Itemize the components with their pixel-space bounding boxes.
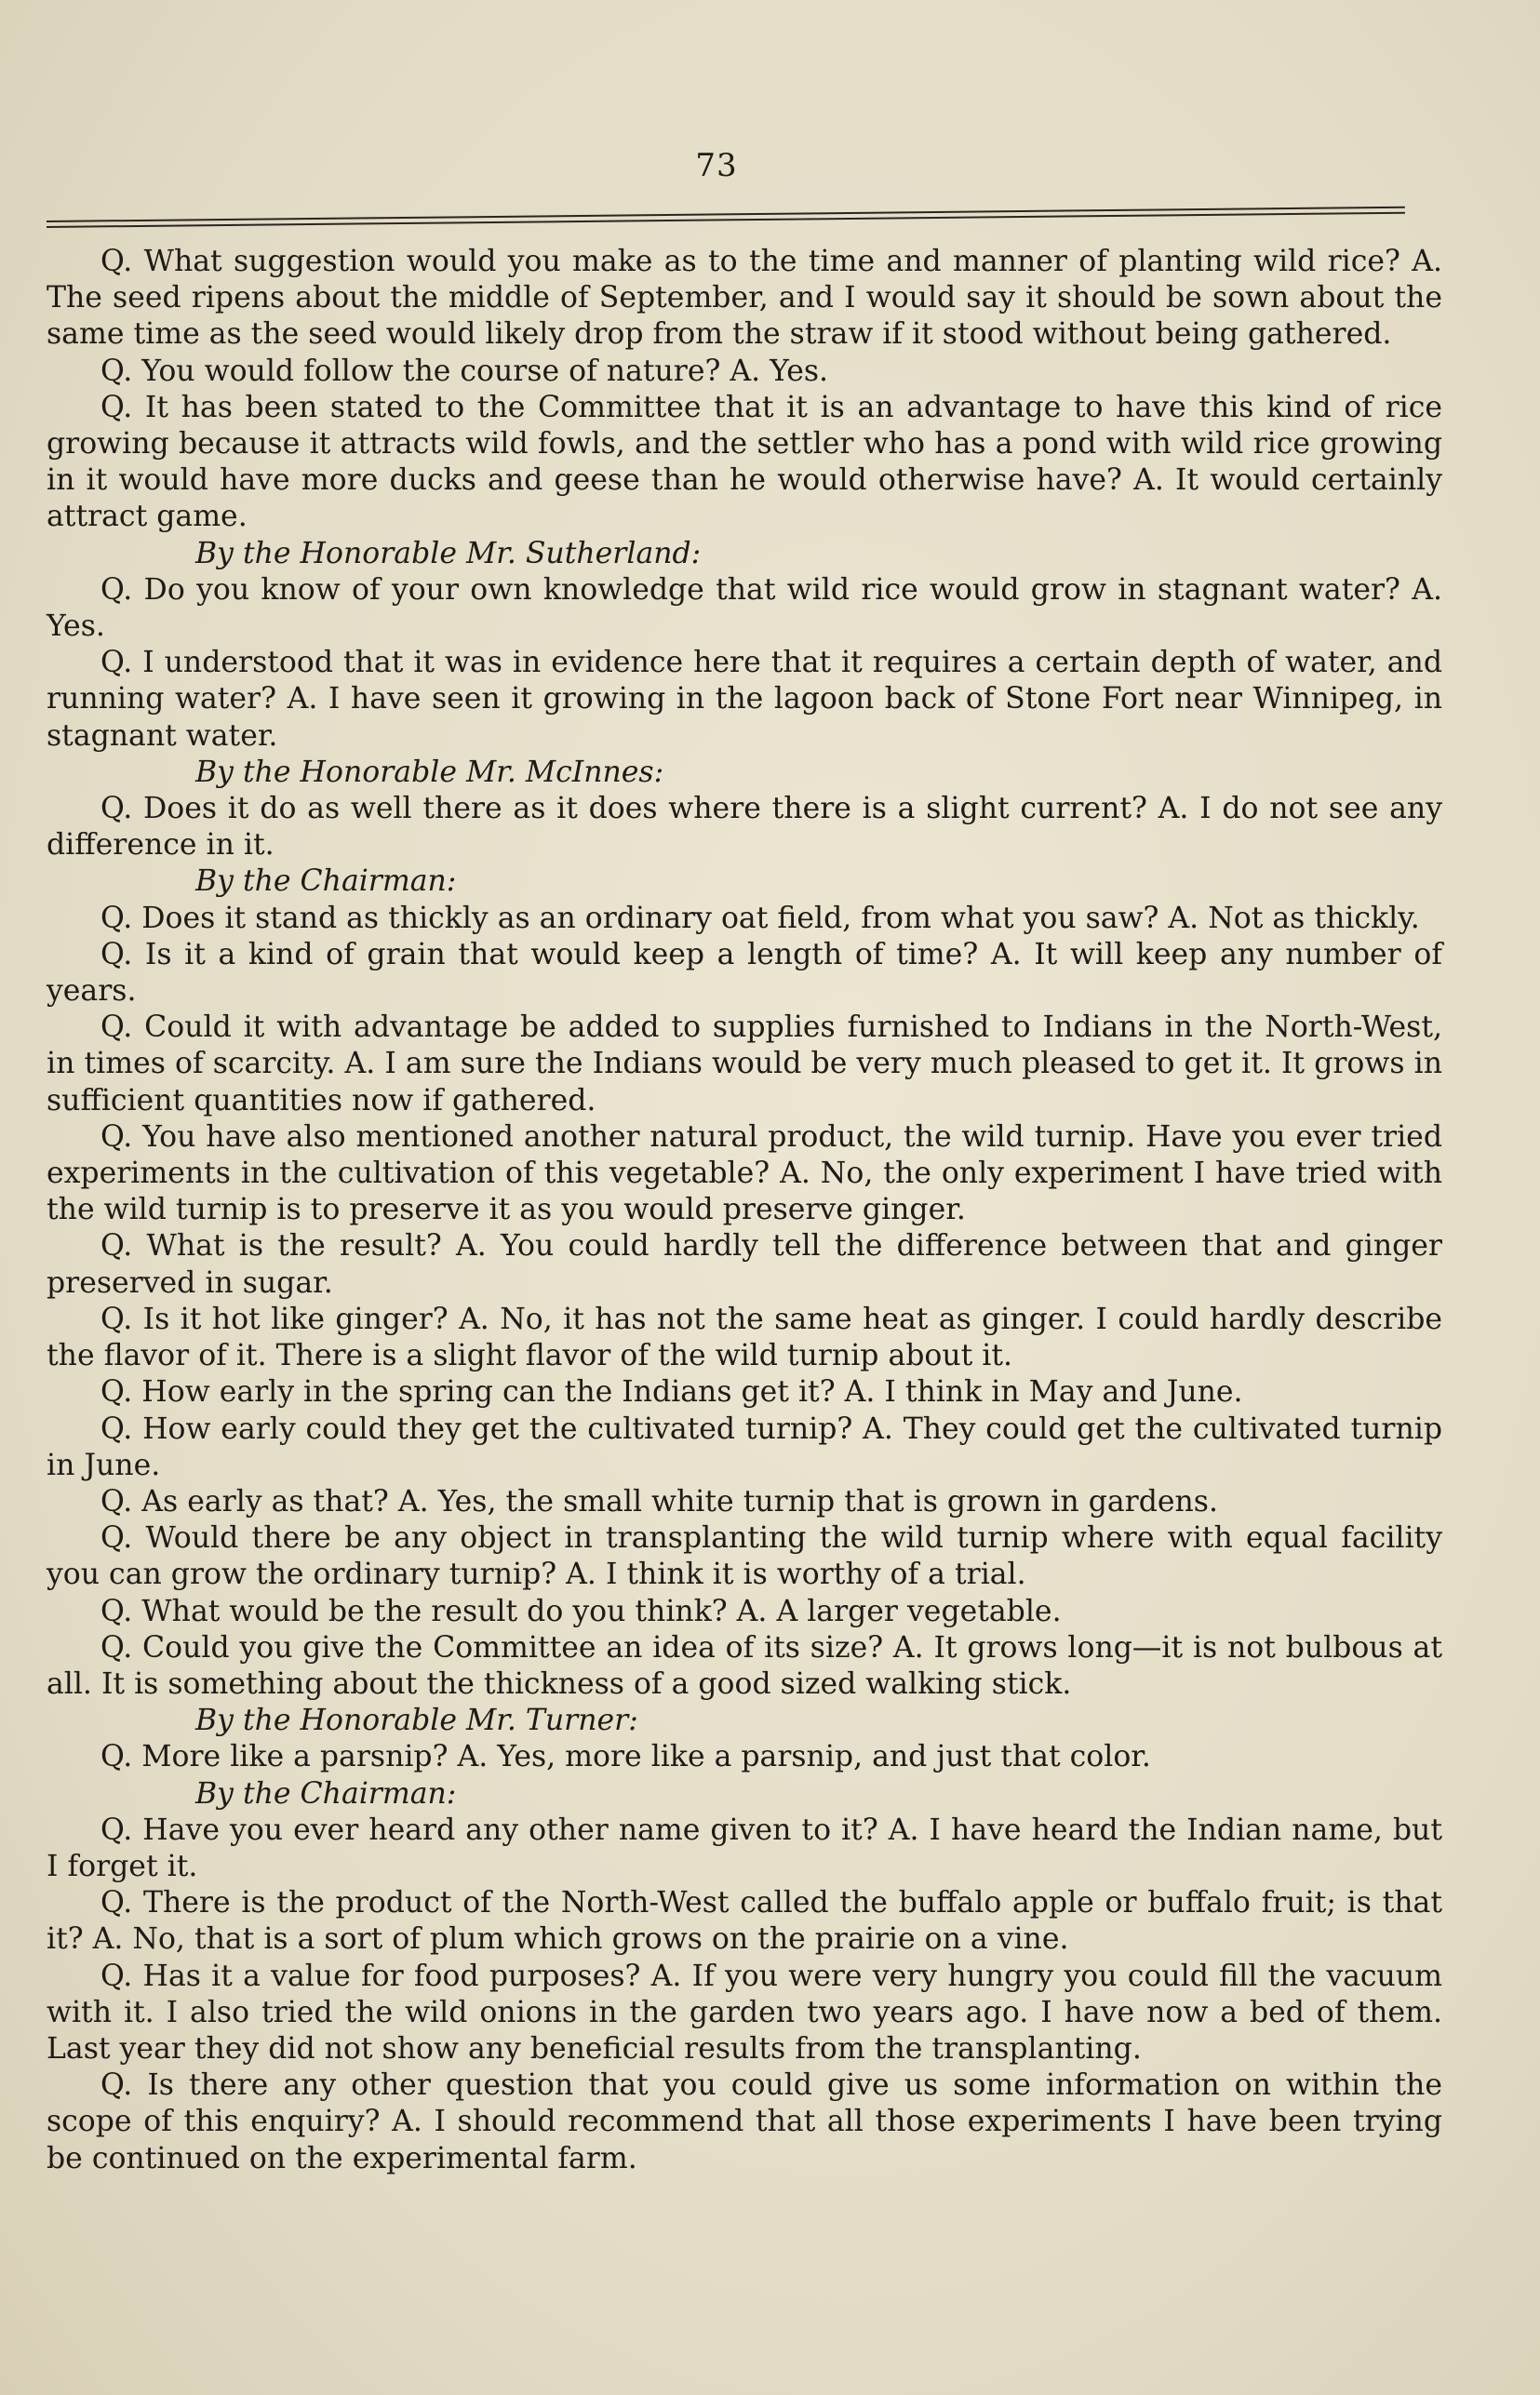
testimony-body	[47, 244, 1442, 2177]
question-answer-paragraph: Q. Is it a kind of grain that would keep a length of time? A. It will keep any number of years.	[47, 937, 1442, 1009]
question-answer-paragraph: Q. Has it a value for food purposes? A. If you were very hungry you could fill the vacuum with it. I also tried the wild onions in the garden two years ago. I have now a bed of them. Last year they did not show any beneficial results from the transplanting.	[47, 1959, 1442, 2066]
question-answer-paragraph: Q. There is the product of the North-West called the buffalo apple or buffalo fruit; is that it? A. No, that is a sort of plum which grows on the prairie on a vine.	[47, 1886, 1442, 1957]
question-answer-paragraph: Q. What would be the result do you think? A. A larger vegetable.	[100, 1594, 1062, 1628]
speaker-heading: By the Honorable Mr. Sutherland:	[195, 536, 702, 570]
question-answer-paragraph: Q. What is the result? A. You could hardly tell the difference between that and ginger preserved in sugar.	[47, 1229, 1442, 1300]
question-answer-paragraph: Q. You would follow the course of nature? A. Yes.	[100, 354, 829, 388]
question-answer-paragraph: Q. Is it hot like ginger? A. No, it has not the same heat as ginger. I could hardly describe the flavor of it. There is a slight flavor of the wild turnip about it.	[47, 1302, 1442, 1373]
speaker-heading: By the Chairman:	[195, 864, 457, 899]
question-answer-paragraph: Q. How early in the spring can the Indians get it? A. I think in May and June.	[100, 1375, 1243, 1410]
question-answer-paragraph: Q. Do you know of your own knowledge that wild rice would grow in stagnant water? A. Yes.	[47, 572, 1442, 644]
question-answer-paragraph: Q. Have you ever heard any other name given to it? A. I have heard the Indian name, but I forget it.	[47, 1813, 1442, 1883]
question-answer-paragraph: Q. You have also mentioned another natural product, the wild turnip. Have you ever tried experiments in the cultivation of this vegetable? A. No, the only experiment I have tried with the wild turnip is to preserve it as you would preserve ginger.	[47, 1119, 1442, 1227]
question-answer-paragraph: Q. What suggestion would you make as to the time and manner of planting wild rice? A. The seed ripens about the middle of September, and I would say it should be sown about the same time as the seed would likely drop from the straw if it stood without being gathered.	[47, 245, 1442, 352]
speaker-heading: By the Honorable Mr. McInnes:	[195, 755, 664, 789]
speaker-heading: By the Honorable Mr. Turner:	[195, 1704, 638, 1738]
question-answer-paragraph: Q. Could it with advantage be added to supplies furnished to Indians in the North-West, in times of scarcity. A. I am sure the Indians would be very much pleased to get it. It grows in sufficient quantities now if gathered.	[47, 1010, 1442, 1117]
question-answer-paragraph: Q. How early could they get the cultivated turnip? A. They could get the cultivated turnip in June.	[47, 1412, 1442, 1482]
speaker-heading: By the Chairman:	[195, 1776, 457, 1811]
question-answer-paragraph: Q. Could you give the Committee an idea of its size? A. It grows long—it is not bulbous at all. It is something about the thickness of a good sized walking stick.	[47, 1630, 1442, 1701]
question-answer-paragraph: Q. Would there be any object in transplanting the wild turnip where with equal facility you can grow the ordinary turnip? A. I think it is worthy of a trial.	[47, 1521, 1442, 1592]
question-answer-paragraph: Q. I understood that it was in evidence here that it requires a certain depth of water, and running water? A. I have seen it growing in the lagoon back of Stone Fort near Winnipeg, in stagnant water.	[47, 646, 1442, 753]
question-answer-paragraph: Q. Is there any other question that you could give us some information on within the scope of this enquiry? A. I should recommend that all those experiments I have been trying be continued on the experimental farm.	[47, 2068, 1442, 2175]
page-number: 73	[695, 147, 738, 184]
header-double-rule	[47, 205, 1405, 232]
question-answer-paragraph: Q. It has been stated to the Committee that it is an advantage to have this kind of rice growing because it attracts wild fowls, and the settler who has a pond with wild rice growing in it would have more ducks and geese than he would otherwise have? A. It would certainly attract game.	[47, 390, 1442, 534]
question-answer-paragraph: Q. Does it stand as thickly as an ordinary oat field, from what you saw? A. Not as thickly.	[100, 901, 1420, 935]
question-answer-paragraph: Q. As early as that? A. Yes, the small white turnip that is grown in gardens.	[100, 1484, 1218, 1519]
question-answer-paragraph: Q. Does it do as well there as it does where there is a slight current? A. I do not see any difference in it.	[47, 792, 1442, 863]
question-answer-paragraph: Q. More like a parsnip? A. Yes, more like a parsnip, and just that color.	[100, 1740, 1151, 1774]
